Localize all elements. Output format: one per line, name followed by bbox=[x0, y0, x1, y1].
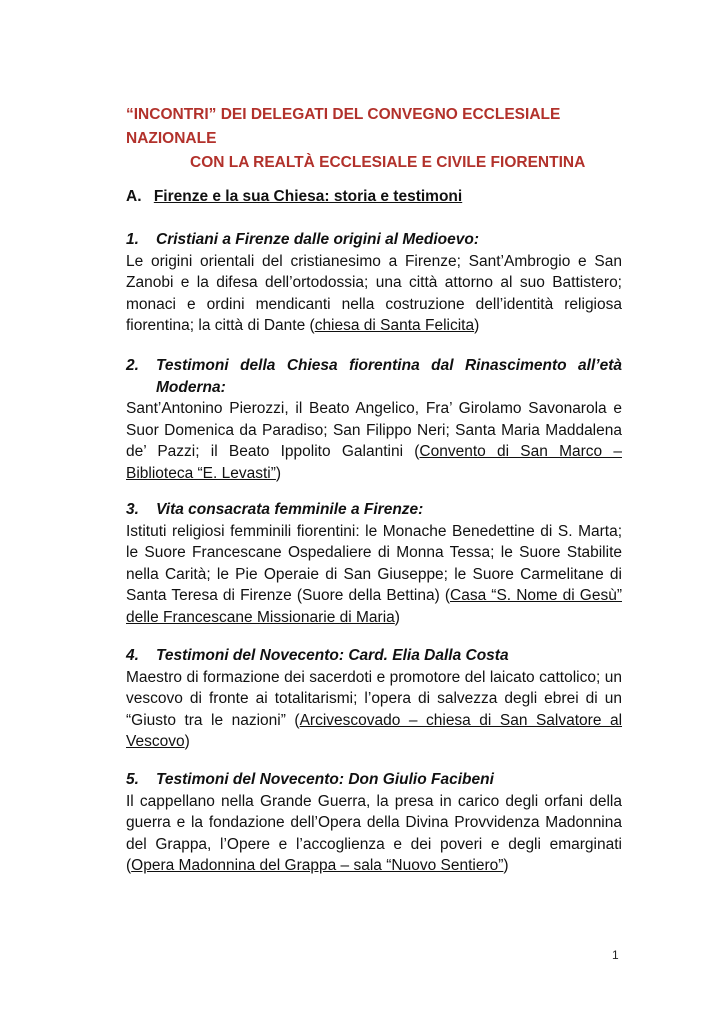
item-close-paren: ) bbox=[184, 733, 190, 750]
list-item-3 bbox=[126, 499, 622, 628]
item-place-link: Arcivescovado – chiesa di San Salvatore al Vescovo bbox=[126, 711, 623, 750]
item-heading bbox=[126, 229, 622, 251]
section-title: Firenze e la sua Chiesa: storia e testimoni bbox=[153, 188, 463, 205]
item-heading-text: Cristiani a Firenze dalle origini al Medioevo: bbox=[156, 231, 479, 248]
item-heading-text: Testimoni del Novecento: Card. Elia Dalla Costa bbox=[156, 647, 509, 664]
item-number: 3. bbox=[126, 501, 139, 518]
list-item-2 bbox=[126, 355, 622, 484]
list-item-5 bbox=[126, 769, 622, 877]
item-heading-text: Vita consacrata femminile a Firenze: bbox=[156, 501, 424, 518]
item-text: Istituti religiosi femminili fiorentini: le Monache Benedettine di S. Marta; le Suore Francescane Ospedaliere di Monna Tessa; le Suore Stabilite nella Carità; le Pie Operaie di San Giuseppe; le Suore Carmelitane di Santa Teresa di Firenze (Suore della Bettina) ( bbox=[126, 522, 622, 604]
item-heading bbox=[126, 499, 622, 521]
item-number: 4. bbox=[126, 647, 139, 664]
item-text: Maestro di formazione dei sacerdoti e promotore del laicato cattolico; un vescovo di fronte ai totalitarismi; l’opera di salvezza degli ebrei di un “Giusto tra le nazioni” ( bbox=[126, 668, 622, 729]
list-item-4 bbox=[126, 645, 622, 753]
item-place-link: Convento di San Marco – Biblioteca “E. Levasti” bbox=[126, 443, 622, 482]
item-text: Le origini orientali del cristianesimo a Firenze; Sant’Ambrogio e San Zanobi e la difesa dell’ortodossia; una città attorno al suo Battistero; monaci e ordini mendicanti nella costruzione dell’identità religiosa fiorentina; la città di Dante ( bbox=[126, 252, 622, 334]
item-heading-text: Testimoni della Chiesa fiorentina dal Rinascimento all’età Moderna: bbox=[156, 357, 622, 396]
item-heading bbox=[126, 769, 622, 791]
list-item-1 bbox=[126, 229, 622, 337]
item-body bbox=[126, 791, 622, 877]
item-close-paren: ) bbox=[474, 317, 480, 334]
item-body bbox=[126, 398, 622, 484]
title-line-1: “INCONTRI” DEI DELEGATI DEL CONVEGNO ECCLESIALE NAZIONALE bbox=[126, 106, 561, 147]
document-title bbox=[126, 103, 626, 175]
item-number: 1. bbox=[126, 231, 139, 248]
title-line-2: CON LA REALTÀ ECCLESIALE E CIVILE FIORENTINA bbox=[190, 154, 586, 171]
item-close-paren: ) bbox=[275, 464, 282, 482]
item-body bbox=[126, 251, 622, 337]
item-heading bbox=[126, 645, 622, 667]
item-body bbox=[126, 521, 622, 629]
item-place-link: Opera Madonnina del Grappa – sala “Nuovo Sentiero” bbox=[131, 857, 504, 874]
item-heading-text: Testimoni del Novecento: Don Giulio Facibeni bbox=[156, 771, 494, 788]
item-heading bbox=[126, 355, 622, 398]
item-place-link: Casa “S. Nome di Gesù” delle Francescane Missionarie di Maria bbox=[126, 587, 622, 626]
item-body bbox=[126, 667, 622, 753]
item-place-link: chiesa di Santa Felicita bbox=[314, 317, 475, 334]
item-number: 5. bbox=[126, 771, 139, 788]
section-letter: A. bbox=[126, 188, 142, 205]
item-close-paren: ) bbox=[503, 857, 509, 874]
section-heading bbox=[126, 186, 462, 208]
item-close-paren: ) bbox=[394, 608, 400, 626]
item-text: Il cappellano nella Grande Guerra, la presa in carico degli orfani della guerra e la fondazione dell’Opera della Divina Provvidenza Madonnina del Grappa, l’Opere e l’accoglienza e dei poveri e degli emarginati ( bbox=[126, 792, 622, 874]
item-text: Sant’Antonino Pierozzi, il Beato Angelico, Fra’ Girolamo Savonarola e Suor Domenica da Paradiso; San Filippo Neri; Santa Maria Maddalena de’ Pazzi; il Beato Ippolito Galantini ( bbox=[126, 400, 622, 460]
item-number: 2. bbox=[126, 357, 139, 374]
page-number: 1 bbox=[612, 948, 619, 962]
